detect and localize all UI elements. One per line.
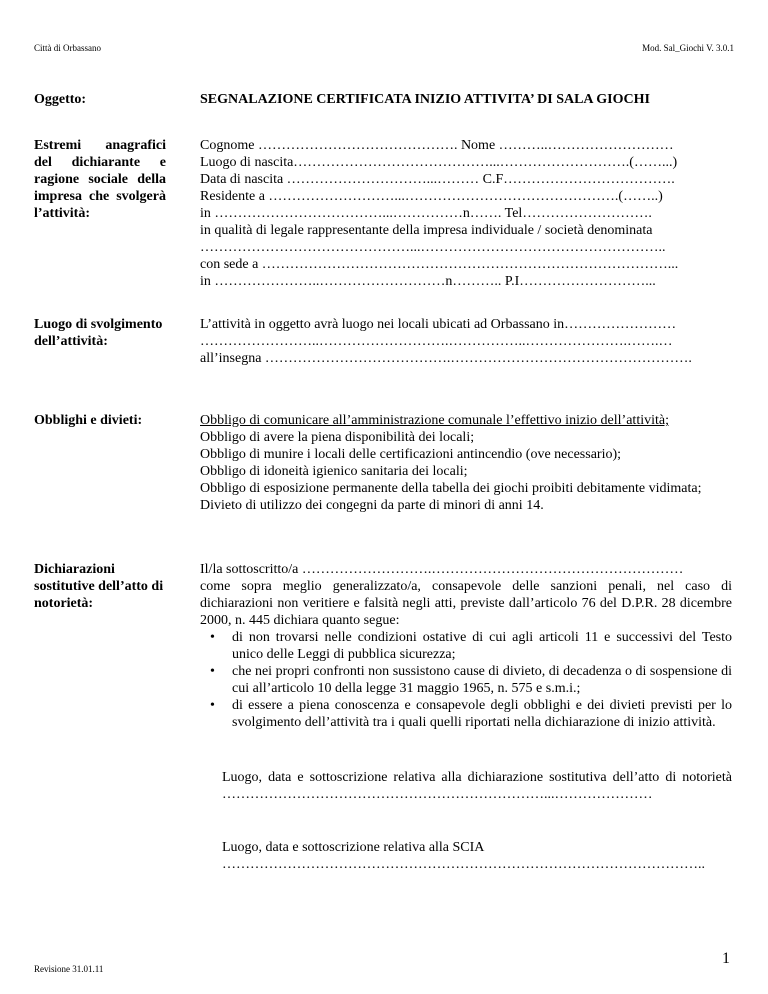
list-item: • di non trovarsi nelle condizioni ostative di cui agli articoli 11 e successivi del Testo unico delle Leggi di pubblica sicurezza; <box>210 630 732 662</box>
bullet-icon: • <box>210 630 215 645</box>
oggetto-label: Oggetto: <box>34 92 87 107</box>
obbligo-item: Obbligo di munire i locali delle certificazioni antincendio (ove necessario); <box>200 447 622 462</box>
obbligo-item: Obbligo di comunicare all’amministrazione comunale l’effettivo inizio dell’attività; <box>200 413 669 428</box>
legal-rep-text: in qualità di legale rappresentante della impresa individuale / società denominata <box>200 223 653 238</box>
field-luogo-nascita[interactable]: Luogo di nascita……………………………………...……………………….(……...) <box>200 155 678 170</box>
list-item: • di essere a piena conoscenza e consapevole degli obblighi e dei divieti previsti per lo svolgimento dell’attività tra i quali quelli riportati nella dichiarazione di inizio attività. <box>210 698 732 730</box>
obblighi-label: Obblighi e divieti: <box>34 413 143 428</box>
header-model: Mod. Sal_Giochi V. 3.0.1 <box>642 43 734 53</box>
field-sede-indirizzo-pi[interactable]: in …………………..………………………n……….. P.I………………………... <box>200 274 656 289</box>
field-ubicazione-cont[interactable]: ……………………..……………………….……………..………………….…….… <box>200 334 673 349</box>
obbligo-item: Obbligo di avere la piena disponibilità dei locali; <box>200 430 475 445</box>
dichiarazioni-intro: come sopra meglio generalizzato/a, consapevole delle sanzioni penali, nel caso di dichiarazioni non veritiere e falsità negli atti, previste dall’articolo 76 del D.P.R. 28 dicembre 2000, n. 445 dichiara quanto segue: <box>200 579 732 628</box>
field-residente[interactable]: Residente a ………………………...……………………………………….(……..) <box>200 189 663 204</box>
bullet-icon: • <box>210 664 215 679</box>
dichiarazioni-list <box>200 629 732 731</box>
field-denominazione[interactable]: ………………………………………...…………………………………………….. <box>200 240 666 255</box>
estremi-label: Estremi anagrafici del dichiarante e ragione sociale della impresa che svolgerà l’attività: <box>34 138 166 221</box>
firma-scia-label: Luogo, data e sottoscrizione relativa alla SCIA <box>222 840 485 855</box>
field-cognome-nome[interactable]: Cognome ……………………………………. Nome ………..……………………… <box>200 138 674 153</box>
obbligo-item: Obbligo di esposizione permanente della tabella dei giochi proibiti debitamente vidimata; <box>200 481 702 496</box>
field-data-nascita-cf[interactable]: Data di nascita …………………………...……… C.F………………………………. <box>200 172 675 187</box>
field-insegna[interactable]: all’insegna ………………………………….……………………………………………. <box>200 351 692 366</box>
document-title: SEGNALAZIONE CERTIFICATA INIZIO ATTIVITA’ DI SALA GIOCHI <box>200 92 650 107</box>
page-number: 1 <box>722 950 730 967</box>
dichiarazioni-section <box>200 561 732 731</box>
revision-label: Revisione 31.01.11 <box>34 964 104 974</box>
header-city: Città di Orbassano <box>34 43 101 53</box>
field-ubicazione[interactable]: L’attività in oggetto avrà luogo nei locali ubicati ad Orbassano in…………………… <box>200 317 677 332</box>
dichiarazioni-label: Dichiarazioni sostitutive dell’atto di notorietà: <box>34 562 164 611</box>
obbligo-item: Obbligo di idoneità igienico sanitaria dei locali; <box>200 464 468 479</box>
luogo-section <box>200 316 732 367</box>
field-sede[interactable]: con sede a ……………………………………………………………………………... <box>200 257 679 272</box>
divieto-item: Divieto di utilizzo dei congegni da parte di minori di anni 14. <box>200 498 544 513</box>
obblighi-section <box>200 412 732 514</box>
bullet-icon: • <box>210 698 215 713</box>
firma-scia-section <box>222 839 732 873</box>
list-item: • che nei propri confronti non sussistono cause di divieto, di decadenza o di sospensione di cui all’articolo 10 della legge 31 maggio 1965, n. 575 e s.m.i.; <box>210 664 732 696</box>
firma-scia-field[interactable]: ………………………………………………………………………………………….. <box>222 857 705 872</box>
luogo-label: Luogo di svolgimento dell’attività: <box>34 317 163 349</box>
field-sottoscritto[interactable]: Il/la sottoscritto/a ……………………….……………………………………………… <box>200 562 684 577</box>
field-indirizzo-tel[interactable]: in ………………………………...……………n……. Tel………………………. <box>200 206 652 221</box>
firma-dichiarazione[interactable]: Luogo, data e sottoscrizione relativa alla dichiarazione sostitutiva dell’atto di notorietà ……………………………………………………………...………………… <box>222 770 732 802</box>
estremi-section <box>200 137 732 290</box>
